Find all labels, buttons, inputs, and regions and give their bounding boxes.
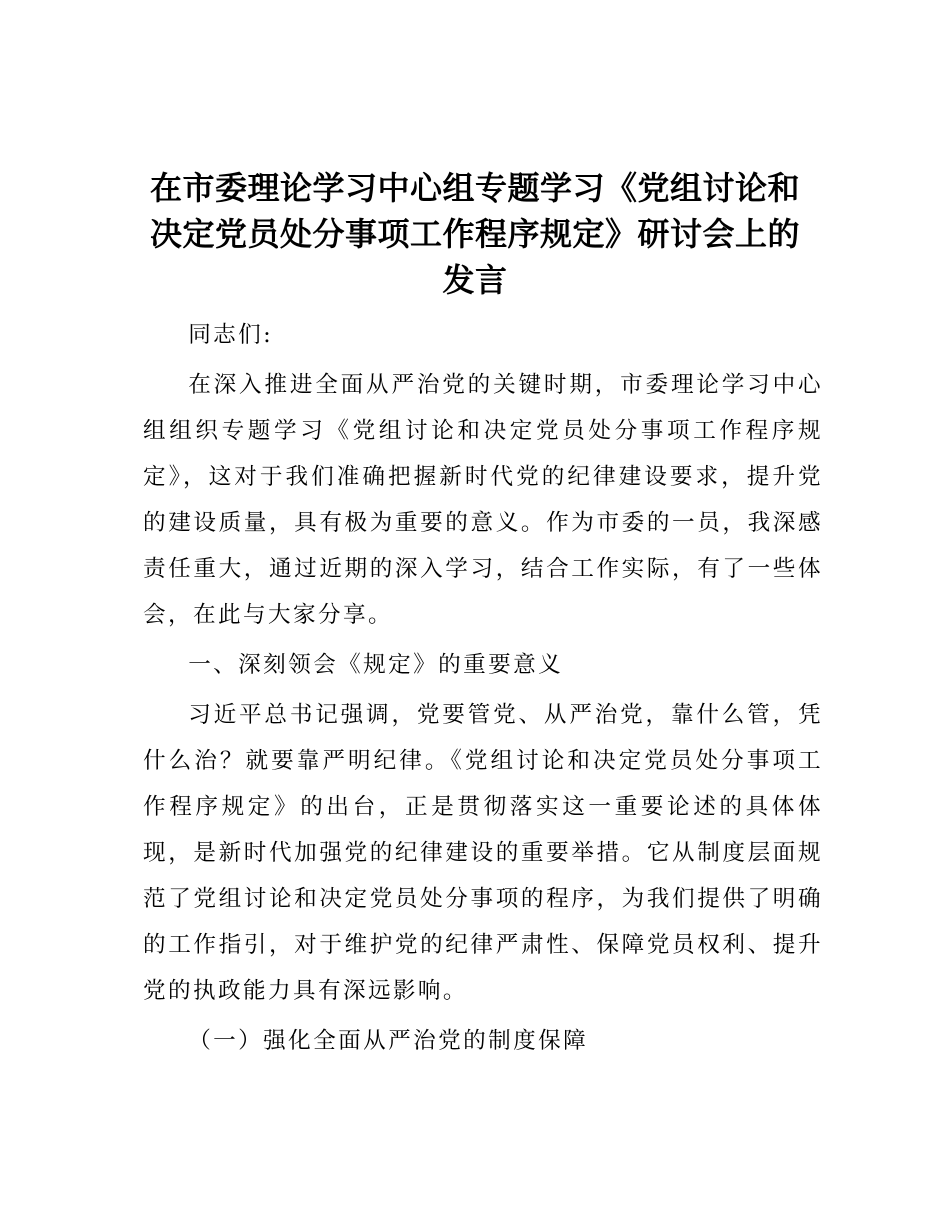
title-line-2: 决定党员处分事项工作程序规定》研讨会上的 [149, 215, 800, 253]
section-heading-1: 一、深刻领会《规定》的重要意义 [188, 652, 564, 678]
document-body [143, 312, 823, 1068]
salutation: 同志们: [188, 322, 274, 348]
title-line-1: 在市委理论学习中心组专题学习《党组讨论和 [149, 169, 800, 207]
title-line-3: 发言 [442, 261, 508, 299]
document-title [120, 165, 830, 303]
section-1-paragraph: 习近平总书记强调，党要管党、从严治党，靠什么管，凭什么治？就要靠严明纪律。《党组讨论和决定党员处分事项工作程序规定》的出台，正是贯彻落实这一重要论述的具体体现，是新时代加强党的纪律建设的重要举措。它从制度层面规范了党组讨论和决定党员处分事项的程序，为我们提供了明确的工作指引，对于维护党的纪律严肃性、保障党员权利、提升党的执政能力具有深远影响。 [143, 702, 823, 1004]
intro-paragraph: 在深入推进全面从严治党的关键时期，市委理论学习中心组组织专题学习《党组讨论和决定党员处分事项工作程序规定》，这对于我们准确把握新时代党的纪律建设要求，提升党的建设质量，具有极为重要的意义。作为市委的一员，我深感责任重大，通过近期的深入学习，结合工作实际，有了一些体会，在此与大家分享。 [143, 372, 823, 628]
subsection-heading-1: （一）强化全面从严治党的制度保障 [188, 1028, 589, 1054]
